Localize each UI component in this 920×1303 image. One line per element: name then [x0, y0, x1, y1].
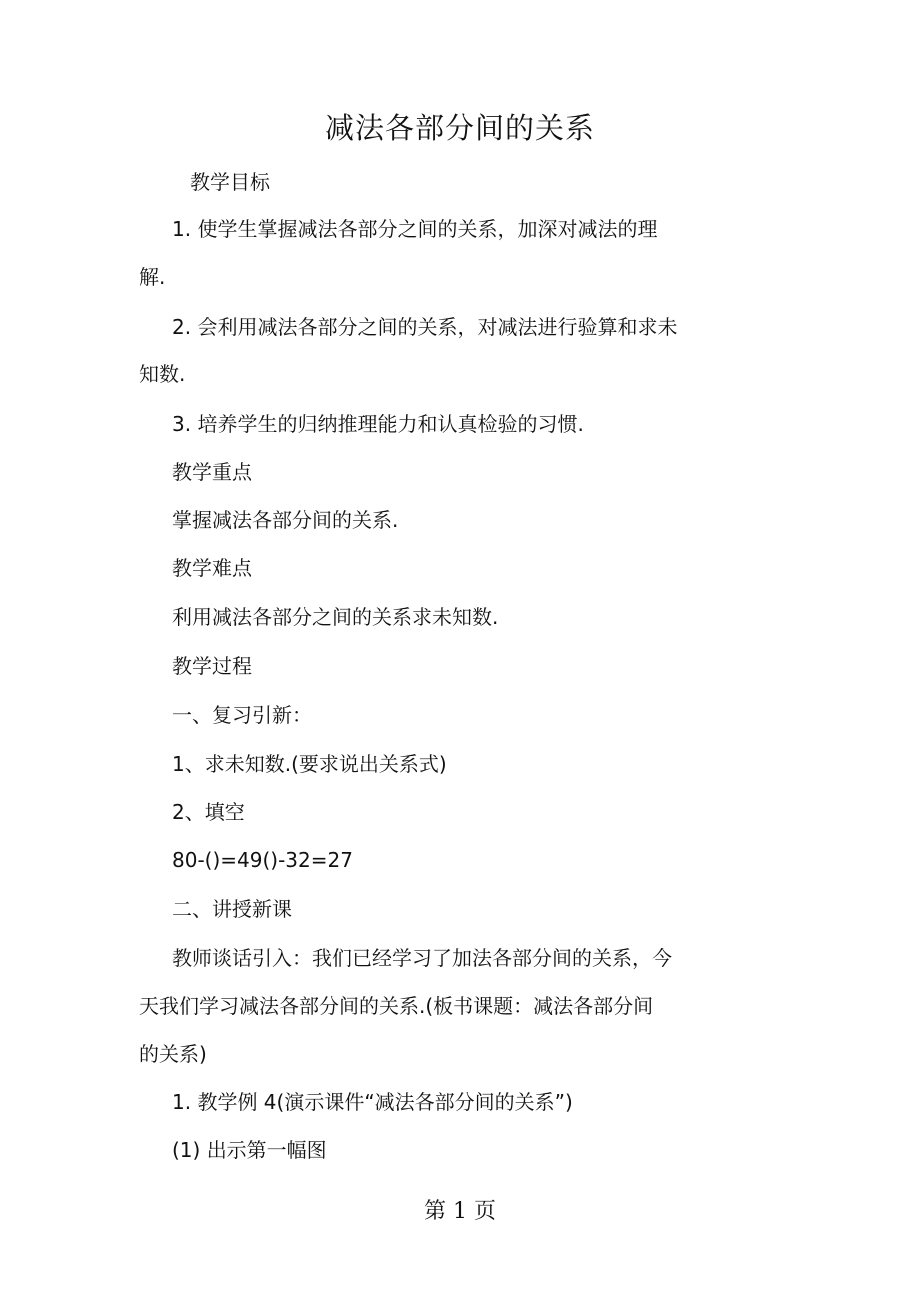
section-heading-objectives: 教学目标 [190, 170, 270, 194]
section-heading-process: 教学过程 [172, 654, 252, 678]
page-number: 第 1 页 [424, 1199, 496, 1224]
paragraph-line: 二、讲授新课 [172, 897, 292, 921]
paragraph-line: 一、复习引新： [172, 703, 312, 727]
paragraph-line: 1、求未知数.(要求说出关系式) [172, 752, 447, 776]
paragraph-line: 的关系) [139, 1042, 207, 1066]
section-heading-difficulties: 教学难点 [172, 556, 252, 580]
paragraph-line: (1) 出示第一幅图 [172, 1138, 327, 1162]
paragraph-line: 1. 使学生掌握减法各部分之间的关系，加深对减法的理 [172, 217, 658, 241]
paragraph-line: 3. 培养学生的归纳推理能力和认真检验的习惯. [172, 412, 584, 436]
section-heading-key-points: 教学重点 [172, 460, 252, 484]
document-title: 减法各部分间的关系 [324, 111, 595, 145]
equation-line: 80-()=49()-32=27 [172, 848, 353, 872]
paragraph-line: 教师谈话引入：我们已经学习了加法各部分间的关系，今 [172, 946, 672, 970]
paragraph-line: 掌握减法各部分间的关系. [172, 508, 399, 532]
paragraph-line: 解. [139, 265, 166, 289]
paragraph-line: 2、填空 [172, 800, 245, 824]
paragraph-line: 利用减法各部分之间的关系求未知数. [172, 605, 499, 629]
paragraph-line: 天我们学习减法各部分间的关系.(板书课题：减法各部分间 [139, 994, 654, 1018]
paragraph-line: 2. 会利用减法各部分之间的关系，对减法进行验算和求未 [172, 315, 678, 339]
paragraph-line: 1. 教学例 4(演示课件“减法各部分间的关系”) [172, 1090, 573, 1114]
paragraph-line: 知数. [139, 362, 186, 386]
